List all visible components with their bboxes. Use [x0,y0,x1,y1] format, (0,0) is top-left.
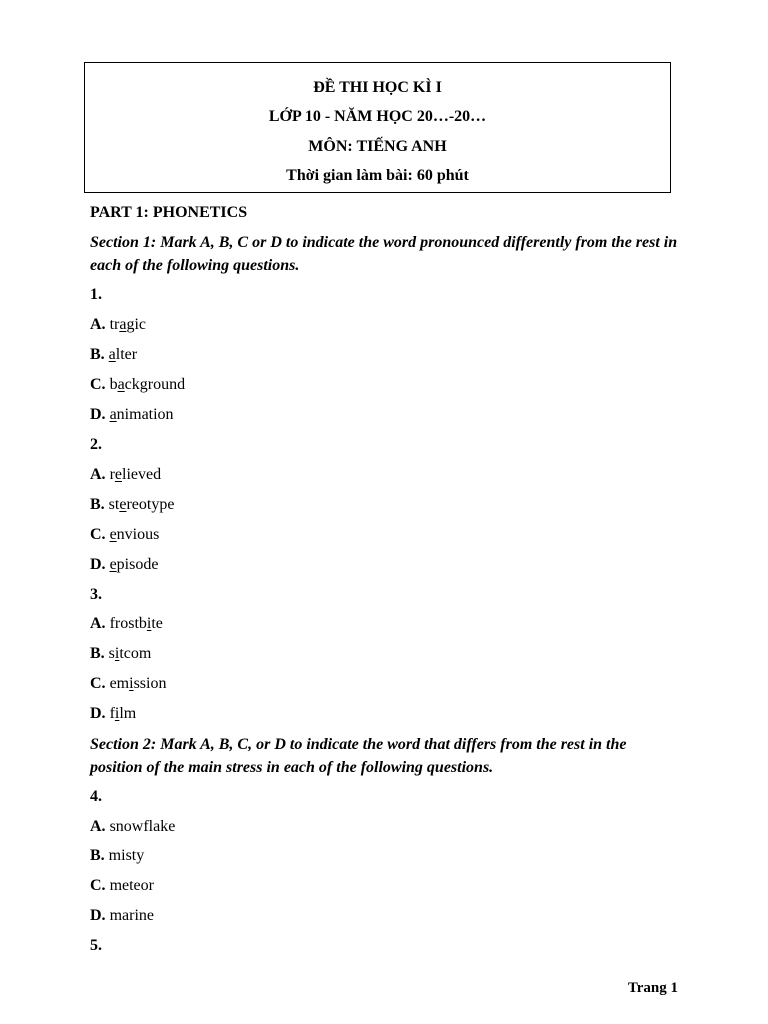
question-number: 3. [90,586,102,603]
answer-option: B. sitcom [90,645,152,662]
part-title: PART 1: PHONETICS [90,204,248,221]
underlined-sound: i [114,705,120,722]
answer-option: D. animation [90,406,174,423]
answer-option: D. episode [90,556,159,573]
answer-option: A. frostbite [90,615,163,632]
answer-option: D. marine [90,907,154,924]
answer-option: C. meteor [90,877,154,894]
underlined-sound: i [129,675,134,692]
answer-option: B. misty [90,847,145,864]
page-number: Trang 1 [627,980,678,996]
underlined-sound: a [117,376,125,393]
answer-option: A. tragic [90,316,146,333]
section-1-instruction: Section 1: Mark A, B, C or D to indicate the word pronounced differently from the rest in each of the following questions. [90,234,678,274]
question-number: 2. [90,436,102,453]
answer-option: D. film [90,705,137,722]
exam-grade-year: LỚP 10 - NĂM HỌC 20…-20… [268,108,487,125]
underlined-sound: a [109,406,117,423]
underlined-sound: e [114,466,122,483]
underlined-sound: e [109,556,117,573]
exam-header-box [84,62,671,193]
answer-option: C. emission [90,675,167,692]
underlined-sound: e [109,526,117,543]
answer-option: B. alter [90,346,138,363]
question-number: 1. [90,286,102,303]
underlined-sound: a [108,346,116,363]
underlined-sound: i [146,615,152,632]
question-number: 4. [90,788,102,805]
underlined-sound: a [119,316,127,333]
question-number: 5. [90,937,102,954]
answer-option: B. stereotype [90,496,175,513]
answer-option: A. snowflake [90,818,176,835]
answer-option: C. background [90,376,186,393]
underlined-sound: i [114,645,120,662]
exam-subject: MÔN: TIẾNG ANH [308,138,447,155]
exam-time: Thời gian làm bài: 60 phút [286,167,469,184]
exam-title: ĐỀ THI HỌC KÌ I [313,79,442,96]
answer-option: A. relieved [90,466,162,483]
section-2-instruction: Section 2: Mark A, B, C, or D to indicate the word that differs from the rest in the position of the main stress in each of the following questions. [90,736,627,776]
answer-option: C. envious [90,526,160,543]
underlined-sound: e [119,496,127,513]
